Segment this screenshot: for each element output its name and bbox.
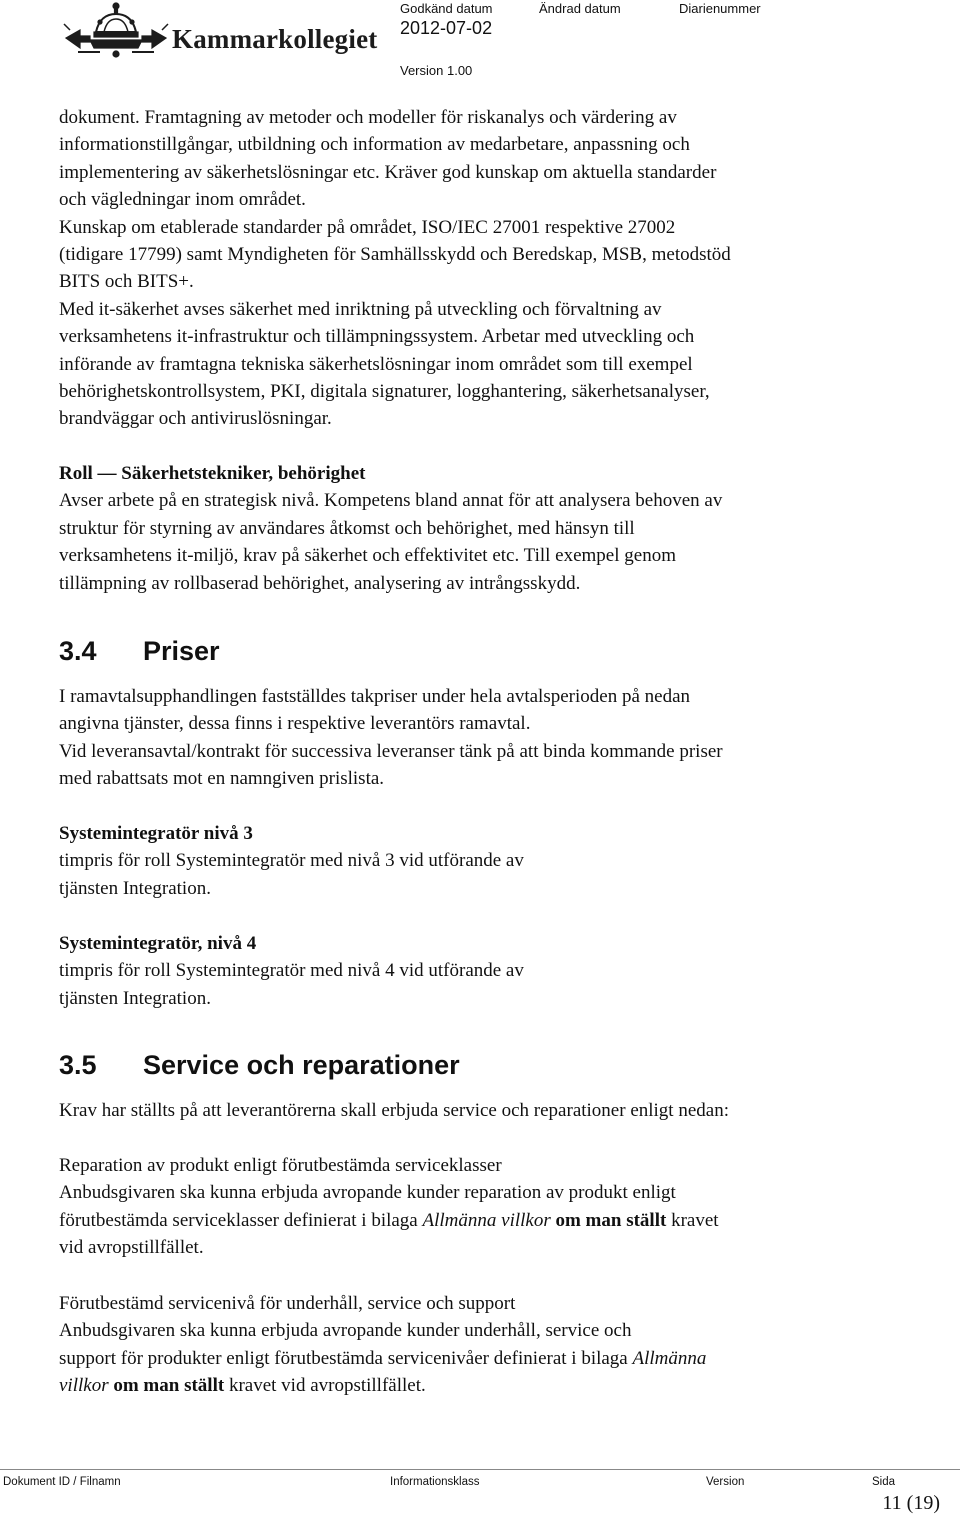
text-line: Krav har ställts på att leverantörerna skall erbjuda service och reparationer enligt nedan: (59, 1100, 729, 1121)
approved-date-label: Godkänd datum (400, 1, 493, 16)
text-line: dokument. Framtagning av metoder och modeller för riskanalys och värdering av (59, 107, 677, 128)
subsection-heading: Systemintegratör, nivå 4 (59, 933, 257, 954)
page-number: 11 (19) (882, 1492, 940, 1514)
section-heading-priser (59, 636, 220, 667)
role-heading: Roll — Säkerhetstekniker, behörighet (59, 463, 366, 484)
section-heading-service (59, 1050, 460, 1081)
italic-run: Allmänna (632, 1347, 707, 1369)
prices-paragraph (59, 683, 723, 793)
role-section (59, 460, 722, 597)
systemintegrator-level3 (59, 820, 524, 902)
text-line: Anbudsgivaren ska kunna erbjuda avropande kunder underhåll, service och (59, 1320, 632, 1342)
registry-number-label: Diarienummer (679, 1, 761, 16)
text-run: kravet vid avropstillfället. (224, 1375, 426, 1397)
approved-date-value: 2012-07-02 (400, 18, 493, 38)
text-run: kravet (666, 1209, 719, 1231)
text-line: timpris för roll Systemintegratör med nivå 3 vid utförande av (59, 850, 524, 872)
text-line: struktur för styrning av användares åtkomst och behörighet, med hänsyn till (59, 517, 635, 539)
crown-icon (60, 2, 172, 60)
section-number: 3.5 (59, 1050, 97, 1080)
text-run: support för produkter enligt förutbestämda servicenivåer definierat i bilaga (59, 1347, 633, 1369)
section-number: 3.4 (59, 636, 97, 666)
text-line: Med it-säkerhet avses säkerhet med inriktning på utveckling och förvaltning av (59, 298, 662, 320)
systemintegrator-level4 (59, 930, 524, 1012)
text-line: informationstillgångar, utbildning och information av medarbetare, anpassning och (59, 134, 690, 156)
text-line: Reparation av produkt enligt förutbestämda serviceklasser (59, 1155, 502, 1176)
text-line: verksamhetens it-infrastruktur och tillämpningssystem. Arbetar med utveckling och (59, 326, 695, 348)
text-line: Vid leveransavtal/kontrakt för successiva leveranser tänk på att binda kommande priser (59, 740, 723, 762)
text-line: Förutbestämd servicenivå för underhåll, service och support (59, 1293, 516, 1314)
changed-date-label: Ändrad datum (539, 1, 621, 16)
text-line: vid avropstillfället. (59, 1237, 204, 1259)
text-line: implementering av säkerhetslösningar etc. Kräver god kunskap om aktuella standarder (59, 161, 717, 183)
page-header (0, 0, 960, 90)
text-line (59, 1207, 719, 1234)
text-line (59, 1372, 706, 1399)
section-title: Priser (143, 636, 220, 666)
footer-page-label: Sida (872, 1476, 896, 1488)
text-line: timpris för roll Systemintegratör med nivå 4 vid utförande av (59, 960, 524, 982)
italic-run: villkor (59, 1375, 109, 1397)
text-line: tjänsten Integration. (59, 877, 211, 899)
footer-version-label: Version (706, 1476, 745, 1488)
text-line (59, 1345, 706, 1372)
text-line: med rabattsats mot en namngiven prislista. (59, 768, 385, 790)
footer-divider (0, 1469, 960, 1470)
text-line: Anbudsgivaren ska kunna erbjuda avropande kunder reparation av produkt enligt (59, 1182, 676, 1204)
text-line: (tidigare 17799) samt Myndigheten för Samhällsskydd och Beredskap, MSB, metodstöd (59, 243, 731, 265)
footer-information-class-label: Informationsklass (390, 1476, 480, 1488)
text-line: och vägledningar inom området. (59, 189, 306, 211)
document-version: Version 1.00 (400, 63, 473, 78)
bold-run: om man ställt (550, 1209, 667, 1231)
text-run: förutbestämda serviceklasser definierat i bilaga (59, 1209, 423, 1231)
text-line: brandväggar och antiviruslösningar. (59, 408, 332, 430)
bold-run: om man ställt (108, 1375, 225, 1397)
text-line: verksamhetens it-miljö, krav på säkerhet och effektivitet etc. Till exempel genom (59, 545, 676, 567)
text-line: tjänsten Integration. (59, 987, 211, 1009)
text-line: Kunskap om etablerade standarder på området, ISO/IEC 27001 respektive 27002 (59, 216, 676, 238)
text-line: behörighetskontrollsystem, PKI, digitala signaturer, logghantering, säkerhetsanalyser, (59, 380, 710, 402)
subsection-heading: Systemintegratör nivå 3 (59, 823, 253, 844)
section-title: Service och reparationer (143, 1050, 460, 1080)
footer-document-id-label: Dokument ID / Filnamn (3, 1476, 121, 1488)
kammarkollegiet-logo (60, 2, 380, 60)
logo-text: Kammarkollegiet (172, 24, 378, 54)
support-paragraph (59, 1290, 706, 1400)
text-line: I ramavtalsupphandlingen fastställdes takpriser under hela avtalsperioden på nedan (59, 686, 690, 707)
text-line: införande av framtagna tekniska säkerhetslösningar inom området som till exempel (59, 353, 693, 375)
text-line: angivna tjänster, dessa finns i respektive leverantörs ramavtal. (59, 713, 531, 735)
text-line: tillämpning av rollbaserad behörighet, analysering av intrångsskydd. (59, 572, 581, 594)
italic-run: Allmänna villkor (422, 1209, 551, 1231)
text-line: BITS och BITS+. (59, 271, 194, 293)
service-intro (59, 1097, 729, 1124)
text-line: Avser arbete på en strategisk nivå. Kompetens bland annat för att analysera behoven av (59, 490, 723, 512)
repair-paragraph (59, 1152, 719, 1262)
security-description-paragraph (59, 104, 731, 433)
